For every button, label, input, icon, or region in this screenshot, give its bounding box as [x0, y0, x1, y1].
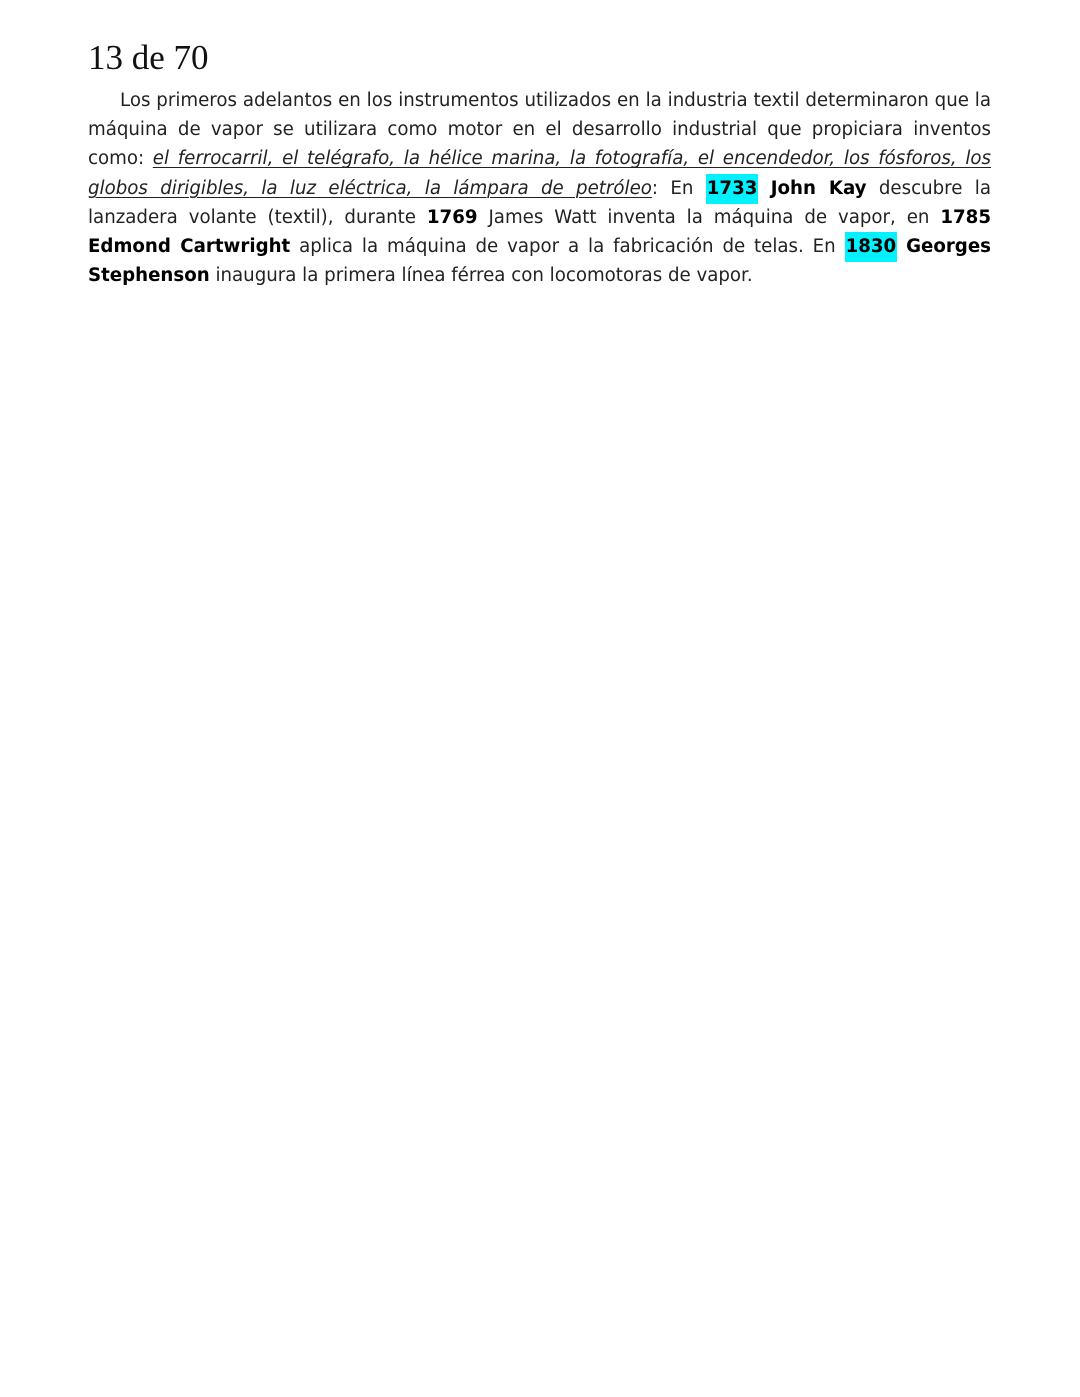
person-georges-stephenson: Georges Stephenson — [88, 236, 991, 287]
year-1785-edmond-cartwright: 1785 Edmond Cartwright — [88, 206, 991, 258]
text-kay-end: rante — [367, 206, 427, 228]
body-paragraph — [88, 86, 991, 290]
highlighted-year-1830: 1830 — [845, 232, 898, 262]
inventions-list: el ferrocarril, el telégrafo, la hélice marina, la fotografía, el encendedor, los fósforos, los globos dirigibles, la luz eléctrica, la lámpara de petróleo — [88, 148, 991, 199]
paragraph-intro: Los primeros adelantos en los instrumentos utilizados en la industria textil determinaron que la máquina de vapor se utilizara como motor en el desarrollo industrial que propiciara inventos como: — [88, 90, 991, 170]
text-stephenson: inaugura la primera línea férrea con locomotoras de vapor. — [209, 265, 753, 287]
year-1769: 1769 — [426, 206, 478, 228]
text-watt: James Watt inventa la máquina de vapor, en — [477, 206, 941, 228]
text-kay-start: descubre la lanzadera volante (textil), du — [88, 177, 991, 228]
person-john-kay: John Kay — [770, 177, 867, 199]
colon-en-text: : En — [651, 177, 706, 199]
highlighted-year-1733: 1733 — [706, 174, 759, 204]
page-number: 13 de 70 — [88, 38, 209, 77]
text-cartwright: aplica la máquina de vapor a la fabricación de telas. En — [290, 236, 845, 258]
